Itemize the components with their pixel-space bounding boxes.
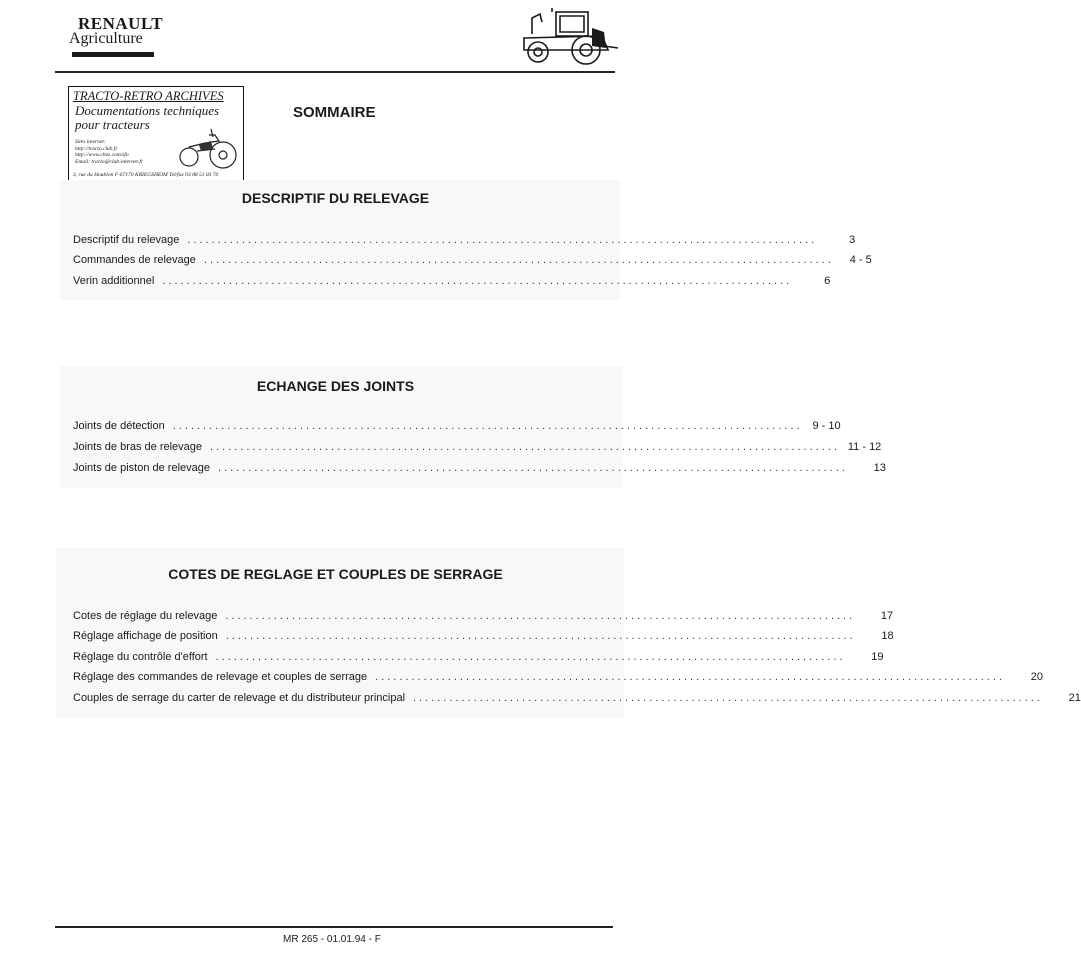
toc-entry[interactable] xyxy=(73,420,841,436)
toc-entry-page: 6 xyxy=(824,275,831,287)
toc-entry[interactable] xyxy=(73,630,894,646)
toc-entry[interactable] xyxy=(73,610,894,626)
toc-entry-label: Réglage affichage de position xyxy=(73,630,218,642)
toc-entry[interactable] xyxy=(73,441,882,457)
toc-entry-label: Réglage des commandes de relevage et couples de serrage xyxy=(73,671,368,683)
toc-entry-page: 21 xyxy=(1068,692,1081,704)
toc-entry-page: 11 - 12 xyxy=(847,441,882,453)
toc-entry[interactable] xyxy=(73,275,831,291)
vintage-tractor-icon xyxy=(175,127,239,171)
toc-entry-label: Réglage du contrôle d'effort xyxy=(73,651,208,663)
toc-entry[interactable] xyxy=(73,462,886,478)
leader-dots: ........................................................................................................ xyxy=(187,234,818,246)
toc-entry[interactable] xyxy=(73,692,1081,708)
tractor-icon xyxy=(512,6,620,66)
section-title: DESCRIPTIF DU RELEVAGE xyxy=(241,190,430,206)
leader-dots: ........................................................................................................ xyxy=(162,275,793,287)
section-title: COTES DE REGLAGE ET COUPLES DE SERRAGE xyxy=(168,566,503,582)
leader-dots: ........................................................................................................ xyxy=(225,630,856,642)
toc-entry-label: Joints de bras de relevage xyxy=(73,441,203,453)
leader-dots: ........................................................................................................ xyxy=(413,692,1043,704)
toc-entry-page: 18 xyxy=(881,630,894,642)
stamp-subtitle: Documentations techniques pour tracteurs xyxy=(75,103,220,132)
toc-entry-page: 13 xyxy=(873,462,886,474)
leader-dots: ........................................................................................................ xyxy=(203,254,834,266)
toc-entry[interactable] xyxy=(73,671,1043,687)
leader-dots: ........................................................................................................ xyxy=(172,420,803,432)
page-title: SOMMAIRE xyxy=(293,104,376,121)
leader-dots: ........................................................................................................ xyxy=(217,462,848,474)
leader-dots: ........................................................................................................ xyxy=(225,610,856,622)
brand-agriculture: Agriculture xyxy=(69,30,143,47)
toc-entry-page: 19 xyxy=(871,651,884,663)
archive-stamp xyxy=(68,86,244,184)
toc-entry-label: Joints de détection xyxy=(73,420,165,432)
brand-renault: RENAULT xyxy=(78,14,164,33)
toc-entry-label: Commandes de relevage xyxy=(73,254,196,266)
section-title: ECHANGE DES JOINTS xyxy=(256,378,415,394)
toc-entry-page: 3 xyxy=(849,234,856,246)
toc-entry-label: Joints de piston de relevage xyxy=(73,462,210,474)
stamp-contacts: Sites internet: http://tracto.club.fr http://www.chez.com/sfo Email: tracto@club-internet.fr xyxy=(75,139,143,165)
toc-entry[interactable] xyxy=(73,651,884,667)
toc-entry-page: 20 xyxy=(1030,671,1043,683)
header-rule xyxy=(55,71,615,73)
toc-entry-page: 17 xyxy=(880,610,894,622)
toc-entry-page: 4 - 5 xyxy=(849,254,872,266)
toc-entry-label: Descriptif du relevage xyxy=(73,234,180,246)
stamp-title: TRACTO-RETRO ARCHIVES xyxy=(73,89,224,103)
footer-rule xyxy=(55,926,613,928)
toc-entry[interactable] xyxy=(73,254,872,270)
stamp-address: 3, rue du Houblon F-67170 KRIEGSHEIM Tel/fax 03 88 51 03 70 xyxy=(73,172,219,178)
brand-bar xyxy=(72,52,154,57)
toc-entry-label: Couples de serrage du carter de relevage et du distributeur principal xyxy=(73,692,406,704)
leader-dots: ........................................................................................................ xyxy=(215,651,846,663)
leader-dots: ........................................................................................................ xyxy=(375,671,1005,683)
document-reference: MR 265 - 01.01.94 - F xyxy=(283,934,381,945)
leader-dots: ........................................................................................................ xyxy=(210,441,840,453)
toc-entry-label: Cotes de réglage du relevage xyxy=(73,610,218,622)
toc-entry-label: Verin additionnel xyxy=(73,275,155,287)
toc-entry[interactable] xyxy=(73,234,856,250)
toc-entry-page: 9 - 10 xyxy=(812,420,841,432)
